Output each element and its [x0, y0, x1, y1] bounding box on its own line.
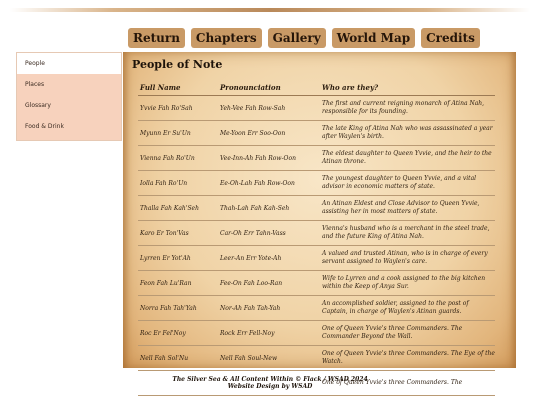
person-pronounciation: Car-Oh Err Tahn-Vass: [220, 229, 286, 237]
person-name: Nell Fah Sol'Nu: [140, 354, 189, 362]
column-header-who: Who are they?: [322, 82, 379, 92]
person-pronounciation: Leer-An Err Yote-Ah: [220, 254, 282, 262]
people-table: [138, 80, 495, 396]
table-row: [138, 196, 495, 221]
person-pronounciation: Vee-Inn-Ah Fah Row-Oon: [220, 154, 296, 162]
person-name: Thalla Fah Kah'Seh: [140, 204, 199, 212]
person-description: An Atinan Eldest and Close Advisor to Queen Yvvie, assisting her in most matters of state.: [322, 200, 480, 215]
table-row: [138, 246, 495, 271]
footer: [0, 376, 540, 390]
sidebar-item-places[interactable]: Places: [25, 81, 45, 88]
person-name: Lyrren Er Yot'Ah: [140, 254, 191, 262]
sidebar-item-people[interactable]: People: [17, 53, 121, 74]
person-description: The first and current reigning monarch of Atina Nah, responsible for its founding.: [322, 100, 485, 115]
sidebar-item-food-drink[interactable]: Food & Drink: [25, 123, 64, 130]
table-row: [138, 146, 495, 171]
table-row: [138, 96, 495, 121]
person-description: An accomplished soldier, assigned to the post of Captain, in charge of Waylen's Atinan guards.: [322, 300, 469, 315]
person-pronounciation: Me-Yoon Err Soo-Oon: [220, 129, 286, 137]
person-pronounciation: Ee-Oh-Lah Fah Row-Oon: [220, 179, 295, 187]
world-map-button[interactable]: World Map: [332, 28, 415, 48]
table-row: [138, 271, 495, 296]
person-name: Feon Fah Lu'Ran: [140, 279, 192, 287]
design-credit-text: Website Design by WSAD: [227, 383, 313, 390]
person-pronounciation: Fee-On Fah Loo-Ran: [220, 279, 283, 287]
table-row: [138, 296, 495, 321]
table-row: [138, 346, 495, 371]
person-description: One of Queen Yvvie's three Commanders. The Eye of the Watch.: [322, 350, 495, 365]
table-header: [138, 80, 495, 96]
person-pronounciation: Yeh-Vee Fah Row-Sah: [220, 104, 286, 112]
credits-button[interactable]: Credits: [421, 28, 480, 48]
person-description: The youngest daughter to Queen Yvvie, and a vital advisor in economic matters of state.: [322, 175, 477, 190]
copyright-text: The Silver Sea & All Content Within © Flack / WSAD 2024: [172, 376, 368, 383]
person-description: One of Queen Yvvie's three Commanders. The Commander Beyond the Wall.: [322, 325, 463, 340]
person-pronounciation: Nor-Ah Fah Tah-Yah: [220, 304, 281, 312]
table-row: [138, 121, 495, 146]
table-row: [138, 321, 495, 346]
person-description: A valued and trusted Atinan, who is in charge of every servant assigned to Waylen's care.: [322, 250, 488, 265]
table-body: [138, 96, 495, 396]
person-pronounciation: Thah-Lah Fah Kah-Seh: [220, 204, 290, 212]
person-description: One of Queen Yvvie's three Commanders. The: [322, 379, 463, 386]
person-description: Wife to Lyrren and a cook assigned to the big kitchen within the Keep of Anya Sur.: [322, 275, 486, 290]
person-description: The late King of Atina Nah who was assassinated a year after Waylen's birth.: [322, 125, 493, 140]
column-header-full-name: Full Name: [140, 83, 181, 92]
gallery-button[interactable]: Gallery: [268, 28, 326, 48]
top-divider: [10, 8, 530, 12]
person-name: Yvvie Fah Ro'Sah: [140, 104, 193, 112]
top-navigation: [128, 28, 480, 48]
table-row: [138, 171, 495, 196]
chapters-button[interactable]: Chapters: [191, 28, 262, 48]
sidebar-item-glossary[interactable]: Glossary: [25, 102, 51, 109]
person-name: Myunn Er Su'Un: [140, 129, 191, 137]
return-button[interactable]: Return: [128, 28, 185, 48]
page-title: People of Note: [132, 58, 223, 71]
person-description: Vienna's husband who is a merchant in the steel trade, and the future King of Atina Nah.: [322, 225, 490, 240]
person-name: Karo Er Ton'Vas: [140, 229, 189, 237]
person-name: Iolla Fah Ro'Un: [140, 179, 188, 187]
sidebar: [16, 52, 122, 141]
person-pronounciation: Nell Fah Soul-New: [220, 354, 278, 362]
person-description: The eldest daughter to Queen Yvvie, and the heir to the Atinan throne.: [322, 150, 492, 165]
person-name: Roc Er Fel'Noy: [140, 329, 186, 337]
column-header-pronounciation: Pronounciation: [220, 83, 281, 92]
person-name: Vienna Fah Ro'Un: [140, 154, 195, 162]
person-pronounciation: Rock Err Fell-Noy: [220, 329, 275, 337]
person-name: Norra Fah Tah'Yah: [140, 304, 197, 312]
table-row: [138, 221, 495, 246]
